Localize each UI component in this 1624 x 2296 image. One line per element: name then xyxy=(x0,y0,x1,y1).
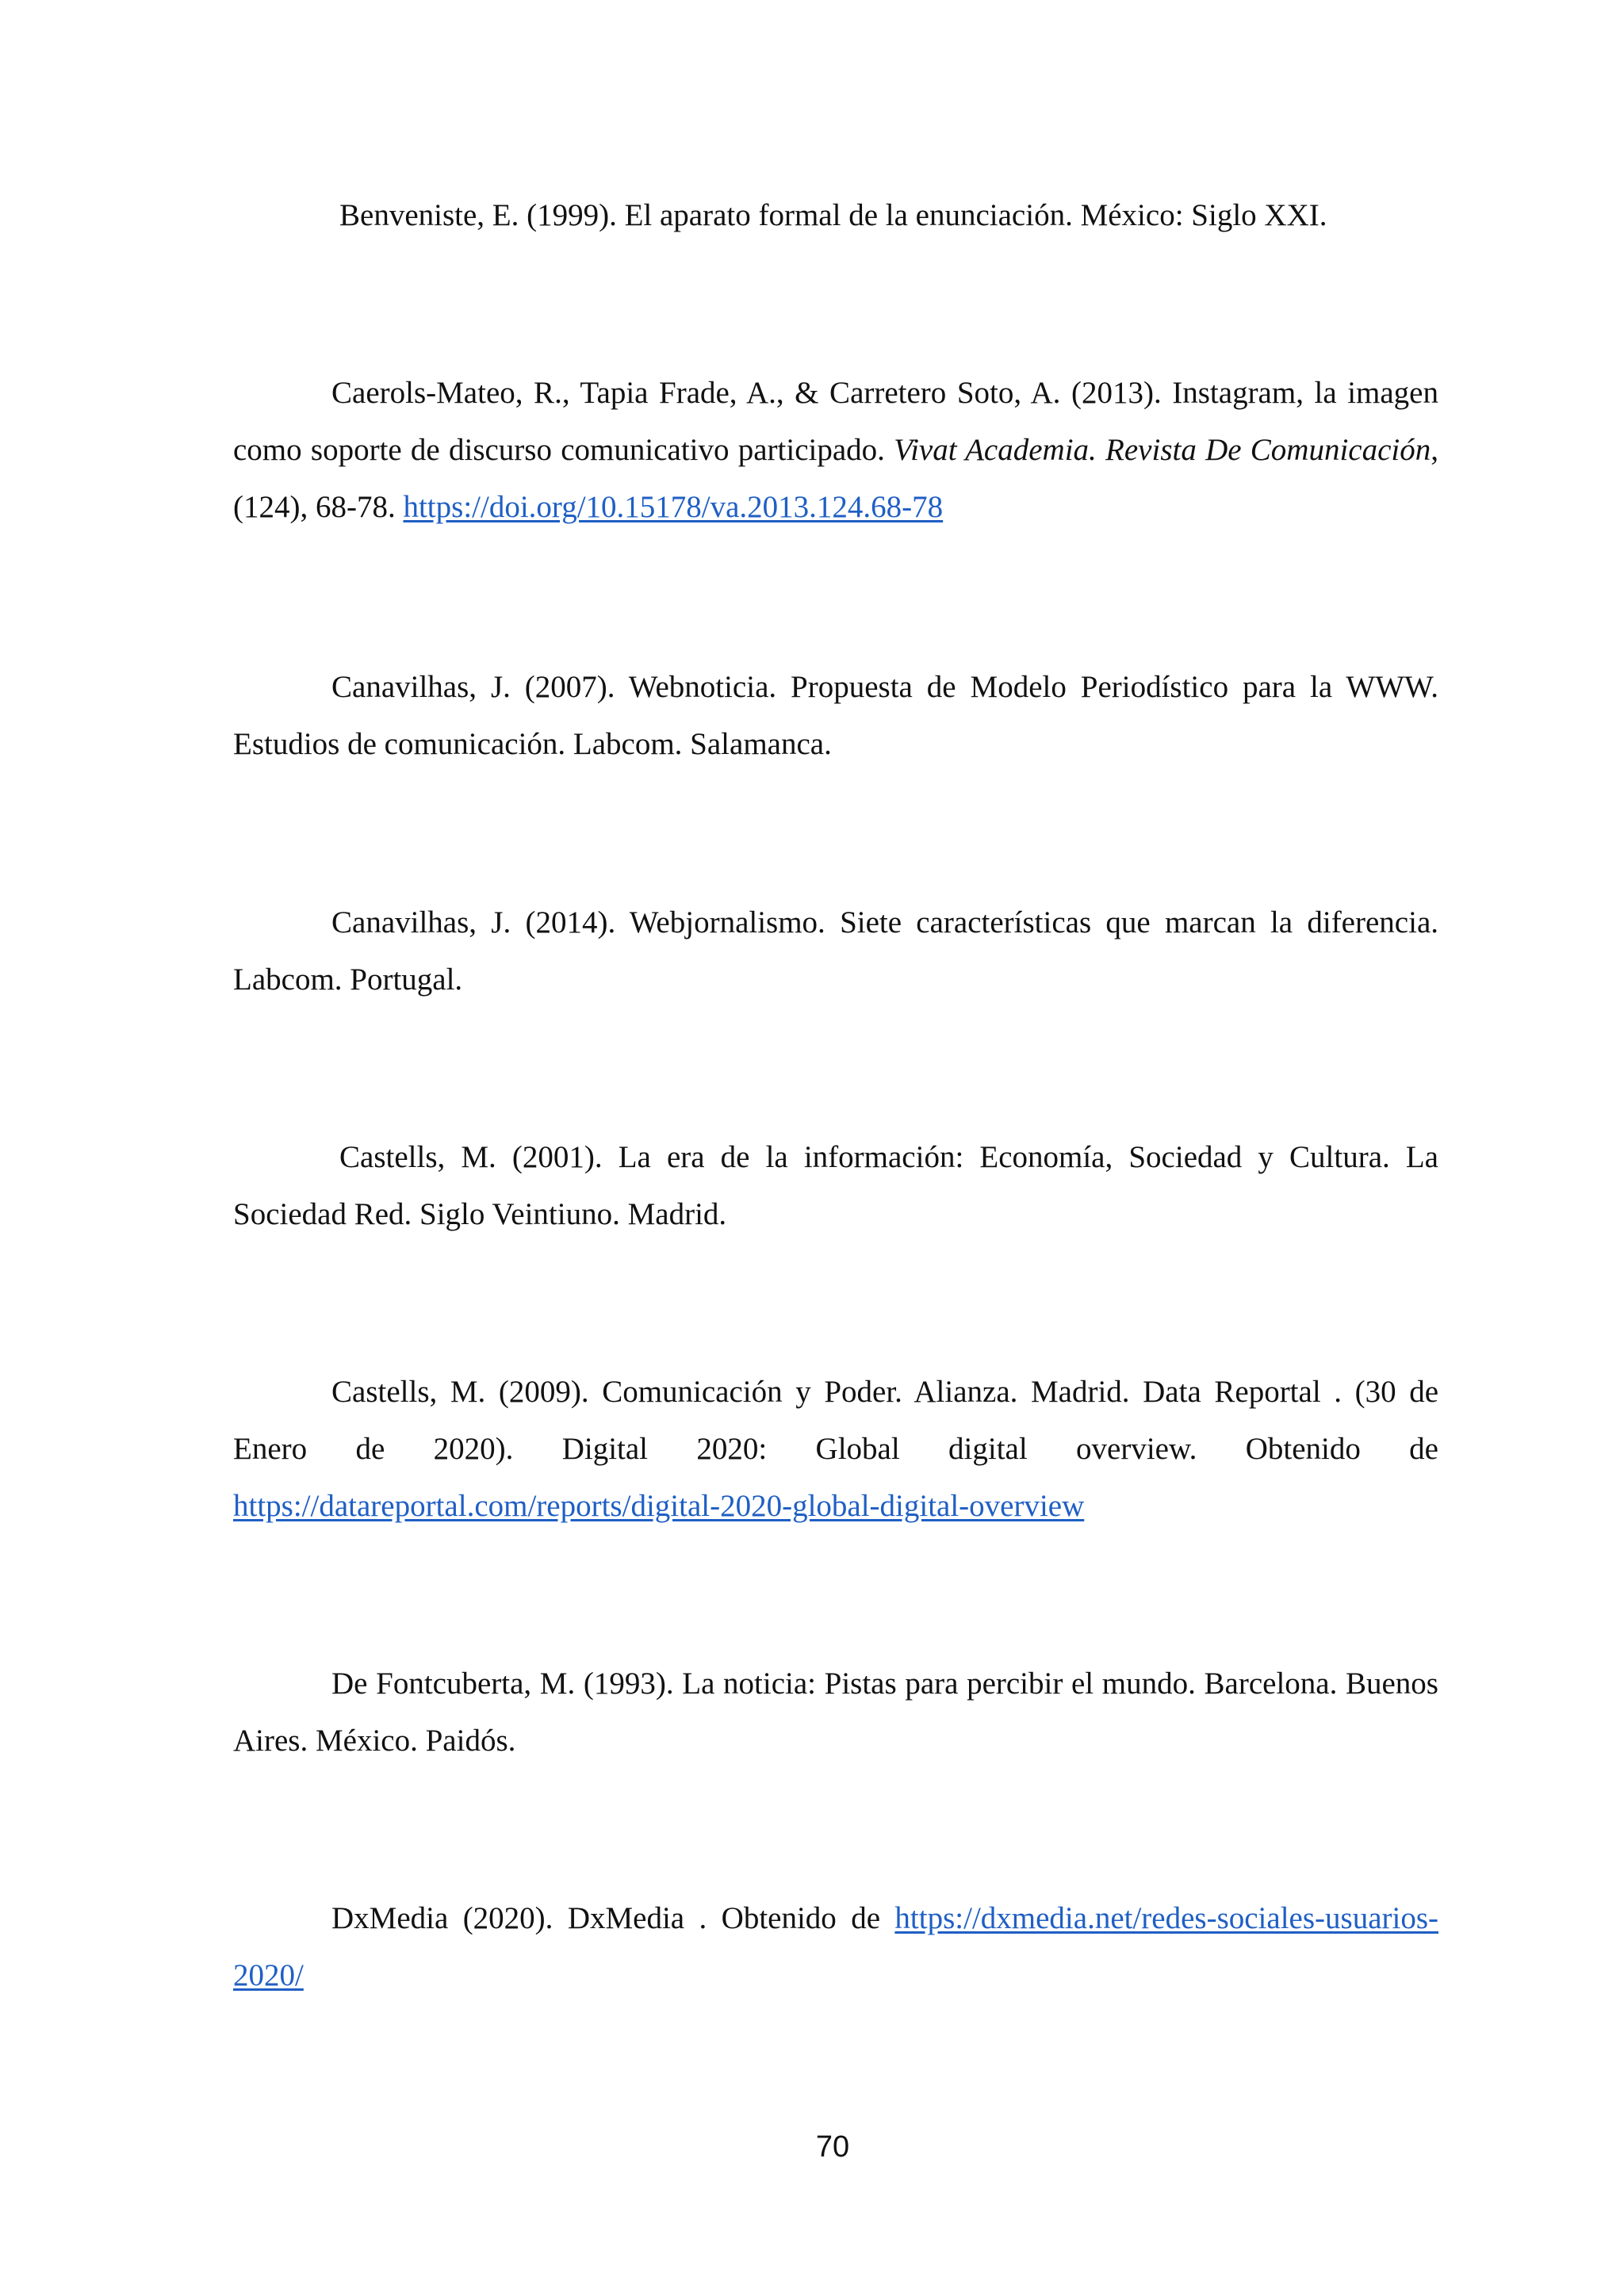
doi-link[interactable]: https://doi.org/10.15178/va.2013.124.68-78 xyxy=(403,490,944,524)
reference-text: Castells, M. (2009). Comunicación y Poder. Alianza. Madrid. Data Reportal . (30 de Enero de 2020). Digital 2020: Global digital overview. Obtenido de xyxy=(233,1375,1438,1466)
page-number: 70 xyxy=(815,2130,850,2164)
reference-de-fontcuberta-1993 xyxy=(233,1655,1438,1770)
reference-caerols-mateo-2013 xyxy=(233,365,1438,536)
reference-text: De Fontcuberta, M. (1993). La noticia: Pistas para percibir el mundo. Barcelona. Buenos Aires. México. Paidós. xyxy=(233,1667,1438,1758)
reference-canavilhas-2014 xyxy=(233,894,1438,1008)
reference-text: Canavilhas, J. (2014). Webjornalismo. Siete características que marcan la diferencia. Labcom. Portugal. xyxy=(233,905,1438,997)
dxmedia-link[interactable]: https://dxmedia.net/redes-sociales-usuarios-2020/ xyxy=(233,1901,1438,1992)
reference-text: Castells, M. (2001). La era de la información: Economía, Sociedad y Cultura. La Sociedad Red. Siglo Veintiuno. Madrid. xyxy=(233,1140,1438,1231)
reference-text: Caerols-Mateo, R., Tapia Frade, A., & Carretero Soto, A. (2013). Instagram, la imagen como soporte de discurso comunicativo participado. xyxy=(233,376,1438,467)
reference-text: DxMedia (2020). DxMedia . Obtenido de xyxy=(331,1901,895,1935)
reference-text: Canavilhas, J. (2007). Webnoticia. Propuesta de Modelo Periodístico para la WWW. Estudios de comunicación. Labcom. Salamanca. xyxy=(233,670,1438,761)
journal-title: Vivat Academia. Revista De Comunicación xyxy=(894,433,1431,467)
reference-text: Benveniste, E. (1999). El aparato formal de la enunciación. México: Siglo XXI. xyxy=(339,198,1327,232)
reference-dxmedia-2020 xyxy=(233,1890,1438,2004)
datareportal-link[interactable]: https://datareportal.com/reports/digital-2020-global-digital-overview xyxy=(233,1489,1085,1523)
reference-text: , (124), 68-78. xyxy=(233,433,1439,524)
reference-castells-2001 xyxy=(233,1129,1438,1243)
reference-canavilhas-2007 xyxy=(233,659,1438,773)
reference-benveniste-1999 xyxy=(233,187,1438,244)
reference-castells-2009 xyxy=(233,1364,1438,1535)
